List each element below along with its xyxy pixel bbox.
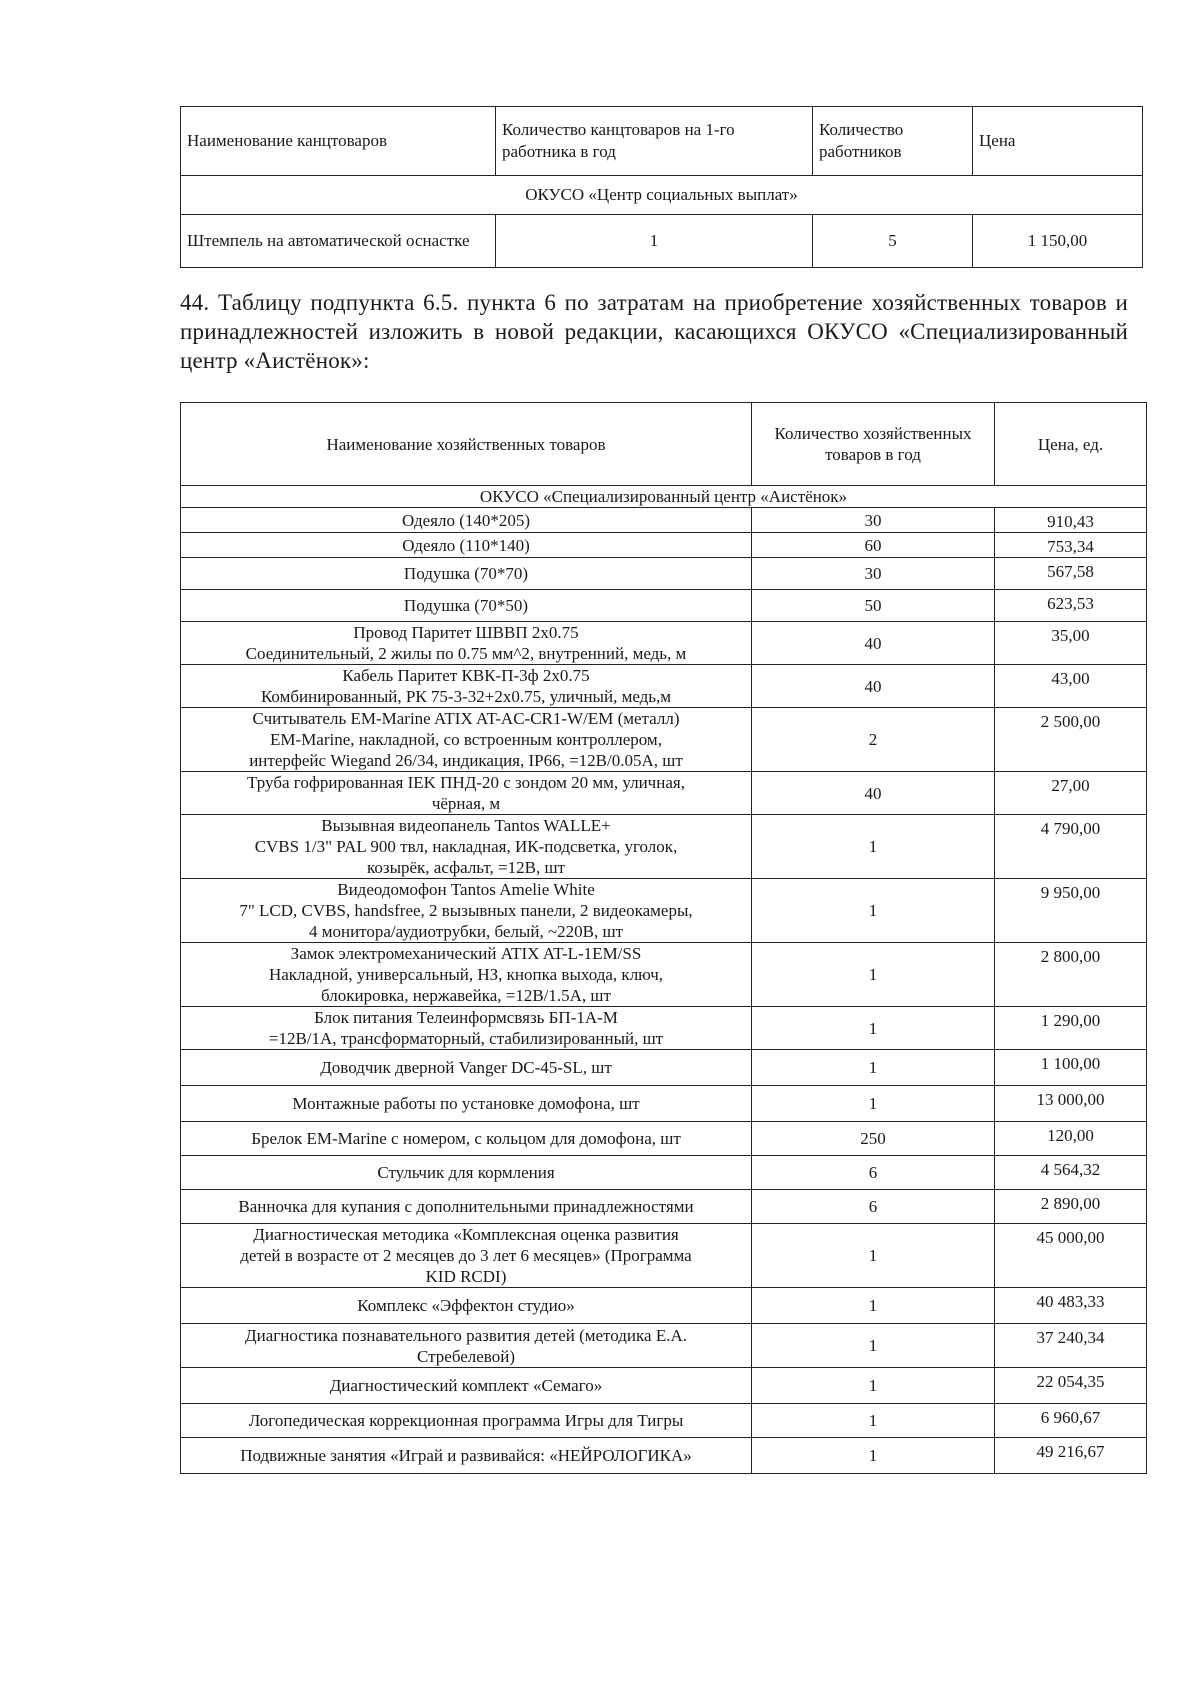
item-qty: 250: [752, 1122, 995, 1156]
item-qty: 6: [752, 1156, 995, 1190]
table-row: [181, 879, 1147, 943]
header-cell: Количество хозяйственных товаров в год: [752, 403, 995, 486]
item-price: 4 790,00: [995, 815, 1147, 879]
item-qty: 1: [752, 1224, 995, 1288]
item-price: 623,53: [995, 590, 1147, 622]
table-row: [181, 1007, 1147, 1050]
item-price: 6 960,67: [995, 1404, 1147, 1438]
item-qty: 1: [752, 1404, 995, 1438]
header-cell: Количество работников: [813, 107, 973, 176]
item-qty: 1: [752, 1438, 995, 1474]
table-row: [181, 1224, 1147, 1288]
item-name: Труба гофрированная IEK ПНД-20 с зондом 20 мм, уличная, чёрная, м: [181, 772, 752, 815]
item-name: Вызывная видеопанель Tantos WALLE+ CVBS 1/3" PAL 900 твл, накладная, ИК-подсветка, уголок, козырёк, асфальт, =12В, шт: [181, 815, 752, 879]
table-row: [181, 215, 1143, 268]
org-name: ОКУСО «Центр социальных выплат»: [181, 176, 1143, 215]
item-price: 27,00: [995, 772, 1147, 815]
table-row: [181, 1324, 1147, 1368]
item-price: 9 950,00: [995, 879, 1147, 943]
item-qty: 1: [752, 815, 995, 879]
item-qty: 2: [752, 708, 995, 772]
item-name: Ванночка для купания с дополнительными принадлежностями: [181, 1190, 752, 1224]
item-price: 4 564,32: [995, 1156, 1147, 1190]
item-name: Диагностическая методика «Комплексная оценка развития детей в возрасте от 2 месяцев до 3 лет 6 месяцев» (Программа KID RCDI): [181, 1224, 752, 1288]
item-qty: 30: [752, 558, 995, 590]
item-name: Провод Паритет ШВВП 2х0.75 Соединительный, 2 жилы по 0.75 мм^2, внутренний, медь, м: [181, 622, 752, 665]
item-price: 2 890,00: [995, 1190, 1147, 1224]
table-row: [181, 622, 1147, 665]
table-row: [181, 508, 1147, 533]
item-name: Одеяло (140*205): [181, 508, 752, 533]
item-name: Считыватель EM-Marine ATIX AT-AC-CR1-W/EM (металл) EM-Marine, накладной, со встроенным контроллером, интерфейс Wiegand 26/34, индикация, IP66, =12В/0.05А, шт: [181, 708, 752, 772]
table-row: [181, 1086, 1147, 1122]
item-qty: 1: [752, 1288, 995, 1324]
item-price: 40 483,33: [995, 1288, 1147, 1324]
org-row: [181, 176, 1143, 215]
item-name: Подвижные занятия «Играй и развивайся: «НЕЙРОЛОГИКА»: [181, 1438, 752, 1474]
stationery-table: [180, 106, 1143, 268]
table-header-row: [181, 403, 1147, 486]
org-name: ОКУСО «Специализированный центр «Аистёнок»: [181, 486, 1147, 508]
item-price: 1 150,00: [973, 215, 1143, 268]
item-qty-per-worker: 1: [496, 215, 813, 268]
item-price: 22 054,35: [995, 1368, 1147, 1404]
table-row: [181, 1368, 1147, 1404]
table-row: [181, 1404, 1147, 1438]
item-qty: 6: [752, 1190, 995, 1224]
item-name: Логопедическая коррекционная программа Игры для Тигры: [181, 1404, 752, 1438]
item-price: 1 290,00: [995, 1007, 1147, 1050]
item-name: Комплекс «Эффектон студио»: [181, 1288, 752, 1324]
item-price: 37 240,34: [995, 1324, 1147, 1368]
item-qty: 40: [752, 772, 995, 815]
item-qty: 40: [752, 622, 995, 665]
item-qty: 1: [752, 879, 995, 943]
item-qty: 50: [752, 590, 995, 622]
item-price: 2 500,00: [995, 708, 1147, 772]
table-row: [181, 708, 1147, 772]
item-qty: 1: [752, 1050, 995, 1086]
amendment-paragraph: 44. Таблицу подпункта 6.5. пункта 6 по затратам на приобретение хозяйственных товаров и принадлежностей изложить в новой редакции, касающихся ОКУСО «Специализированный центр «Аистёнок»:: [180, 290, 1128, 373]
table-row: [181, 1122, 1147, 1156]
item-qty: 60: [752, 533, 995, 558]
table-row: [181, 590, 1147, 622]
item-qty: 1: [752, 943, 995, 1007]
table-row: [181, 1050, 1147, 1086]
item-price: 2 800,00: [995, 943, 1147, 1007]
item-name: Кабель Паритет КВК-П-3ф 2х0.75 Комбинированный, РК 75-3-32+2х0.75, уличный, медь,м: [181, 665, 752, 708]
header-cell: Наименование хозяйственных товаров: [181, 403, 752, 486]
table-row: [181, 533, 1147, 558]
item-name: Штемпель на автоматической оснастке: [181, 215, 496, 268]
item-qty: 1: [752, 1086, 995, 1122]
item-price: 45 000,00: [995, 1224, 1147, 1288]
item-workers: 5: [813, 215, 973, 268]
header-cell: Цена, ед.: [995, 403, 1147, 486]
table-row: [181, 772, 1147, 815]
item-price: 49 216,67: [995, 1438, 1147, 1474]
item-price: 43,00: [995, 665, 1147, 708]
item-price: 35,00: [995, 622, 1147, 665]
item-qty: 1: [752, 1368, 995, 1404]
item-qty: 30: [752, 508, 995, 533]
item-price: 567,58: [995, 558, 1147, 590]
item-name: Брелок EM-Marine с номером, с кольцом для домофона, шт: [181, 1122, 752, 1156]
item-name: Монтажные работы по установке домофона, шт: [181, 1086, 752, 1122]
item-qty: 40: [752, 665, 995, 708]
item-price: 753,34: [995, 533, 1147, 558]
item-price: 120,00: [995, 1122, 1147, 1156]
table-row: [181, 665, 1147, 708]
table-row: [181, 1438, 1147, 1474]
item-name: Стульчик для кормления: [181, 1156, 752, 1190]
table-row: [181, 1156, 1147, 1190]
org-row: [181, 486, 1147, 508]
item-name: Замок электромеханический ATIX AT-L-1EM/SS Накладной, универсальный, НЗ, кнопка выхода, ключ, блокировка, нержавейка, =12В/1.5А, шт: [181, 943, 752, 1007]
item-name: Подушка (70*50): [181, 590, 752, 622]
item-name: Доводчик дверной Vanger DC-45-SL, шт: [181, 1050, 752, 1086]
table-row: [181, 943, 1147, 1007]
item-price: 13 000,00: [995, 1086, 1147, 1122]
table-row: [181, 558, 1147, 590]
item-name: Диагностика познавательного развития детей (методика Е.А. Стребелевой): [181, 1324, 752, 1368]
item-name: Блок питания Телеинформсвязь БП-1А-М =12В/1А, трансформаторный, стабилизированный, шт: [181, 1007, 752, 1050]
header-cell: Наименование канцтоваров: [181, 107, 496, 176]
table-row: [181, 815, 1147, 879]
item-qty: 1: [752, 1007, 995, 1050]
item-price: 910,43: [995, 508, 1147, 533]
table-row: [181, 1190, 1147, 1224]
item-price: 1 100,00: [995, 1050, 1147, 1086]
table-header-row: [181, 107, 1143, 176]
item-name: Видеодомофон Tantos Amelie White 7" LCD, CVBS, handsfree, 2 вызывных панели, 2 видеокамеры, 4 монитора/аудиотрубки, белый, ~220В, шт: [181, 879, 752, 943]
header-cell: Цена: [973, 107, 1143, 176]
table-row: [181, 1288, 1147, 1324]
header-cell: Количество канцтоваров на 1-го работника в год: [496, 107, 813, 176]
item-qty: 1: [752, 1324, 995, 1368]
item-name: Одеяло (110*140): [181, 533, 752, 558]
item-name: Подушка (70*70): [181, 558, 752, 590]
item-name: Диагностический комплект «Семаго»: [181, 1368, 752, 1404]
household-goods-table: [180, 402, 1147, 1474]
